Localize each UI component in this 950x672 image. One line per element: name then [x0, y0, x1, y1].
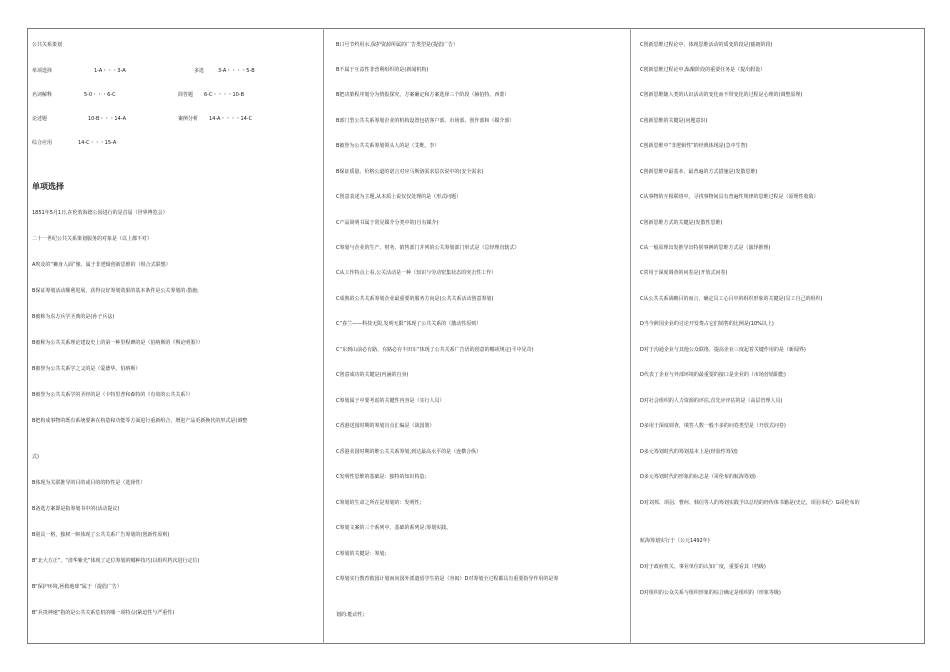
list-item: D多元筹划时代的筹划基本上是(经验性筹划): [640, 449, 738, 455]
list-item: C筹划与企业的生产、财务、销售部门并列的公关筹划部门形式是（总经理直辖式）: [336, 245, 520, 251]
list-item: C从公共关系战略目的而言，确定员工心目中的组织形象的关键是(员工自己的组织): [640, 296, 823, 302]
list-item: B不属于互益性非营利组织的是(新闻机构): [336, 67, 429, 73]
list-item: C香港送国时期的筹划盲点汇编是（战国策）: [336, 423, 435, 429]
list-item: D多用于深度调查，填答人数一般不多的问卷类型是（开放式问卷): [640, 423, 786, 429]
score-row-label: 案例分析: [178, 116, 199, 122]
list-item: B部门型公共关系筹划企业的机构设置包括客户部、市场部、创作部和（媒介部）: [336, 118, 515, 124]
list-item: C创新思维过程论中，体现思维活动的质变阶段是(豁朗阶段): [640, 42, 773, 48]
list-item: D当今跨国企业的讨论开发费占它们销售的比例是(10%以上): [640, 321, 774, 327]
score-row-value: 14-C・・・15-A: [78, 140, 117, 146]
list-item: D对社会组织的人力资源的评估,首先应评估的是（高层管理人员): [640, 398, 783, 404]
list-item: C创新思维方式的关键是(发散性思维): [640, 220, 723, 226]
list-item: C“东到山前必有路，有路必有丰田车”体现了公共关系广告语的创意的哪项规定(平中见奇): [336, 347, 534, 353]
list-item: C创新思维中最基本、最普遍的方式措施是(发散思维): [640, 169, 758, 175]
score-row-label: 单项选择: [32, 68, 53, 74]
list-item: C从一般原理出发推导出特别事例的思维方式是（演绎推理): [640, 245, 771, 251]
list-item: C创意表述为主题,从本质上说仅仅处理的是（形式问题）: [336, 194, 462, 200]
list-item: D对于沟通企业与其他公众联络，提高企业三度起着关键作用的是（新闻界): [640, 347, 806, 353]
list-item: B体现为关联推导的目的或目的的特性是（选择性）: [32, 480, 146, 486]
score-row-value: 5-0・・・6-C: [84, 92, 116, 98]
list-item: 式): [32, 454, 39, 460]
list-item: B保证质量、价格公道的诺言对应马斯洛需求层次说中的(安全需求): [336, 169, 484, 175]
list-item: 1851年5月1日,在伦敦海德公园进行的是首届（世界博览会）: [32, 210, 168, 216]
column-divider: [630, 28, 631, 644]
list-item: B被誉为公共关系筹划领头人的是（艾维。李）: [336, 143, 440, 149]
score-row-label: 多选: [194, 68, 205, 74]
score-row-value: 1-A・・・3-A: [94, 68, 126, 74]
list-item: B“北大方正”、“清华紫光”体现了定位筹划的哪种技巧(以组织档次进行定位): [32, 558, 200, 564]
list-item: B被誉为公共关系学的圣经的是（卡特里普和森特的《有效的公共关系》）: [32, 392, 193, 398]
section-heading: 单项选择: [32, 182, 64, 191]
list-item: B把决策程序划分为情报探究、方案确定和方案选择三个阶段（赫伯特。西蒙）: [336, 92, 510, 98]
score-row-value: 3-A・・・・5-B: [218, 68, 255, 74]
list-item: C常用于深度调查的问卷是(开放式问卷): [640, 270, 728, 276]
list-item: C筹划的生命之所在是筹划的：发明性;: [336, 500, 422, 506]
list-item: C“春兰——科技无限,发明无限”体现了公共关系的（激动性原则）: [336, 321, 482, 327]
score-row-label: 简答题: [178, 92, 194, 98]
list-item: B保证筹划活动顺利进展，获得良好筹划效果的基本条件是公关筹划的:措施;: [32, 288, 199, 294]
list-item: C筹划的关键是：筹划;: [336, 551, 387, 557]
list-item: 划的:能动性;: [336, 612, 365, 618]
score-row-label: 综合应用: [32, 140, 53, 146]
list-item: 航海筹划实行于（公元1492年): [640, 538, 710, 544]
score-row-value: 14-A・・・・14-C: [209, 116, 253, 122]
list-item: C创新思维的关键是(问题意识): [640, 118, 708, 124]
list-item: B被称为东方兵学圣典的是(孙子兵法): [32, 314, 115, 320]
list-item: 二十一世纪公共关系策划服务的对象是（以上都不对）: [32, 236, 153, 242]
list-item: D多元筹划时代的形象的标志是（哥伦布的航海筹划): [640, 474, 756, 480]
list-item: C香港美国时期的维公关关系筹划,到达最高水平的是（连横合纵）: [336, 449, 482, 455]
list-item: C创意成功的关键是(内涵的自身): [336, 372, 409, 378]
list-item: B“兵贵神速”指的是公共关系危机的哪一项特点(紧迫性与严重性): [32, 610, 175, 616]
list-item: C筹划属于中要考虑的关键性内容是（实行人员）: [336, 398, 445, 404]
list-item: C从工作特点上看,公关活动是一种（知识与劳动密集状态的突击性工作）: [336, 270, 497, 276]
list-item: C成熟的公共关系筹划企业最重要的服务方向是(公共关系活动创意筹划): [336, 296, 494, 302]
list-item: A埃及的“狮身人面”像，属于非逻辑创新思维的（组合式联想）: [32, 262, 171, 268]
list-item: D对组织的公众关系与组织形象的综合确定是组织的（形象等级): [640, 590, 781, 596]
list-item: C产品简明书属于常见媒介分类中的(自有媒介): [336, 220, 439, 226]
list-item: D对于政府机关、事业单位的认知广度，重要看其（档级): [640, 564, 766, 570]
column-divider: [323, 28, 324, 644]
list-item: B“保护环境,拯救地球”属于（提倡广告）: [32, 584, 122, 590]
list-item: D代表了企业与外部环境的最重要的接口是企业的（市场营销职能): [640, 372, 786, 378]
score-row-label: 论述题: [32, 116, 48, 122]
document-title: 公共关系策划: [32, 42, 63, 48]
list-item: C创新思维过程论中,酝酿阶段的重要任务是（提出假设）: [640, 67, 766, 73]
list-item: D对刘邦、项羽、曹何、韩信等人的筹划实践予以总结的经传体书籍是(史记，项羽本纪）G哥伦布的: [640, 500, 860, 506]
list-item: C筹划实行教育救国计划而向国外派遣留学生的是（容闳）D对筹划全过程都具有重要指导作用的是筹: [336, 576, 559, 582]
list-item: B备选方案即是指筹划书中的(活动提议): [32, 506, 120, 512]
list-item: B被誉为公共关系学之父的是（爱德华。伯纳斯）: [32, 366, 141, 372]
list-item: C从事物的互相联络中，寻找事物间具有普遍性规律的思维过程是（原理性收敛）: [640, 194, 819, 200]
list-item: B口号节约用水,保护资源所属的广告类型是(提倡广告）: [336, 42, 458, 48]
list-item: C创新思维随人类的认识活动的变化而不带变化的过程是心理的(调整原理): [640, 92, 803, 98]
score-row-value: 6-C・・・・10-B: [204, 92, 245, 98]
list-item: B把构成事物的既有系统要素在构造和功能等方面进行重新组合，增进产品更新换代的形式是(调整: [32, 418, 248, 424]
list-item: C创新思维中“非逻辑性”的经典体现是(急中生智): [640, 143, 748, 149]
list-item: C发明性思维的基础是：独特的知识构造;: [336, 474, 427, 480]
list-item: B别具一格，独树一帜体现了公共关系广告筹划的(创新性原则): [32, 532, 170, 538]
list-item: C筹划文案的三个系列中，基础的系列是:筹划实践。: [336, 525, 452, 531]
score-row-value: 10-B・・・14-A: [88, 116, 127, 122]
list-item: B被称为公共关系理论建设史上的第一种里程碑的是（伯纳斯的《舆论明鉴》）: [32, 340, 203, 346]
score-row-label: 名词解释: [32, 92, 53, 98]
